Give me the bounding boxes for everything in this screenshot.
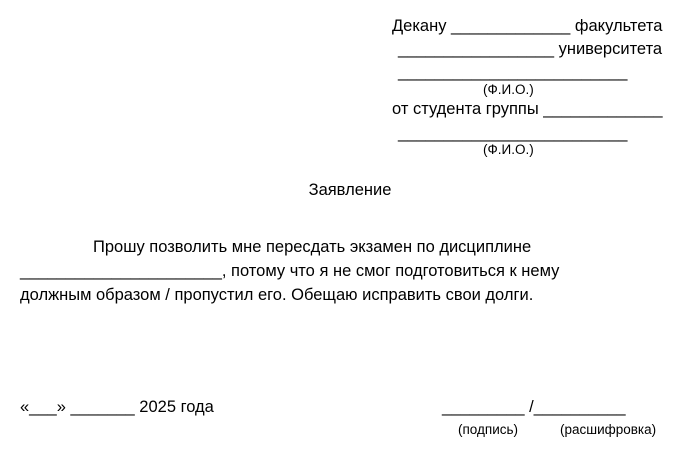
header-university-line: _________________ университета [398,40,663,58]
signature-hint: (подпись) [458,422,519,437]
header-fio-hint: (Ф.И.О.) [483,82,534,97]
body-line-3: должным образом / пропустил его. Обещаю исправить свои долги. [20,286,534,304]
header-fio-blank-line: _________________________ [398,63,628,81]
body-line-2: ______________________, потому что я не смог подготовиться к нему [20,262,560,280]
header-student-group-line: от студента группы _____________ [392,100,663,118]
body-line-1: Прошу позволить мне пересдать экзамен по дисциплине [93,238,532,256]
header-student-fio-blank-line: _________________________ [398,124,628,142]
decoding-hint: (расшифровка) [560,422,657,437]
date-line: «___» _______ 2025 года [20,398,214,416]
signature-line: _________ /__________ [442,398,626,416]
header-dean-line: Декану _____________ факультета [392,17,663,35]
header-student-fio-hint: (Ф.И.О.) [483,142,534,157]
document-title: Заявление [308,181,392,199]
